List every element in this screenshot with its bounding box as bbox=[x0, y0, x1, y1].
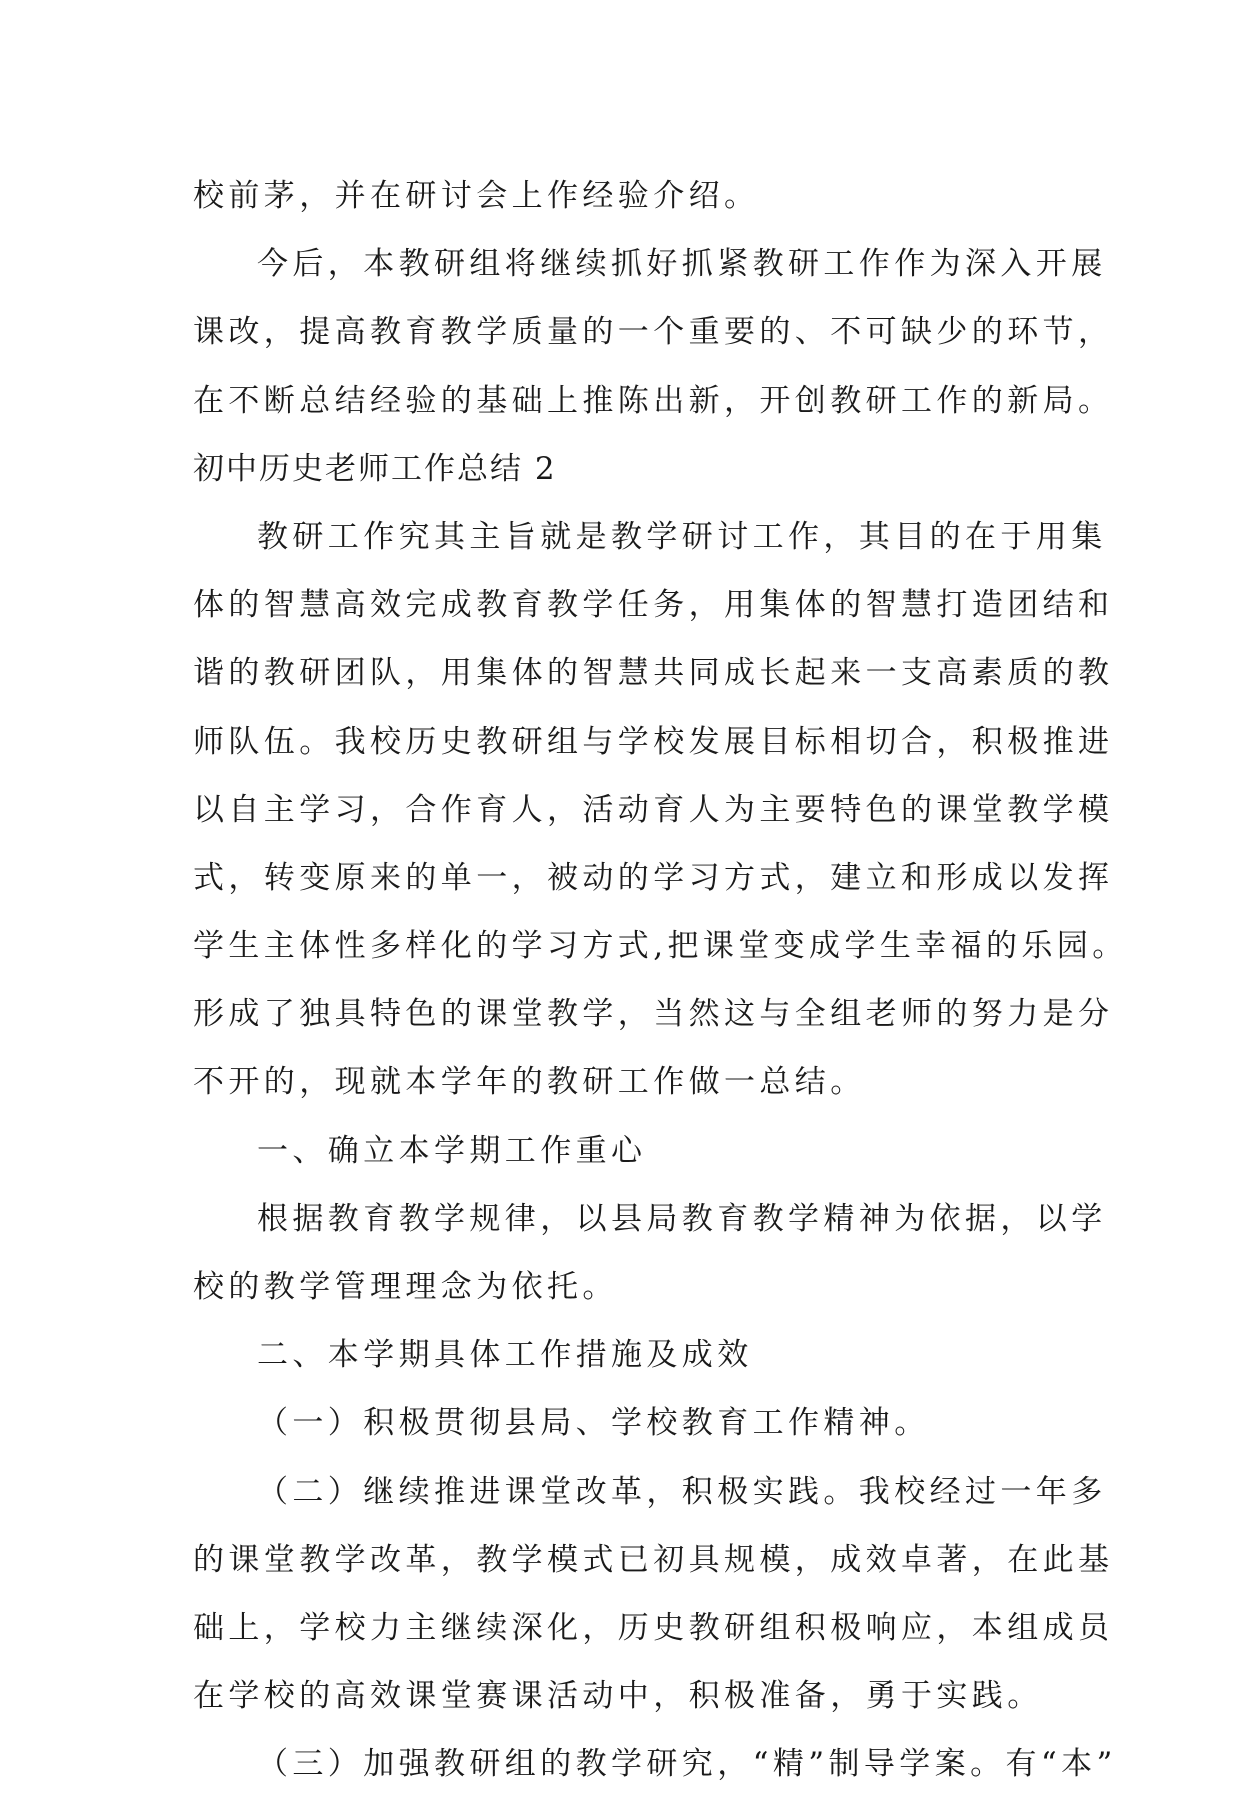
text-line: 学生主体性多样化的学习方式,把课堂变成学生幸福的乐园。 bbox=[193, 928, 1128, 965]
text-line: （二）继续推进课堂改革，积极实践。我校经过一年多 bbox=[257, 1473, 1107, 1510]
subheading-line: 一、确立本学期工作重心 bbox=[257, 1132, 647, 1169]
text-line: 今后，本教研组将继续抓好抓紧教研工作作为深入开展 bbox=[257, 246, 1107, 283]
text-line: 谐的教研团队，用集体的智慧共同成长起来一支高素质的教 bbox=[193, 655, 1114, 692]
text-line: 的课堂教学改革，教学模式已初具规模，成效卓著，在此基 bbox=[193, 1541, 1114, 1578]
text-line: 础上，学校力主继续深化，历史教研组积极响应，本组成员 bbox=[193, 1609, 1114, 1646]
text-line: （一）积极贯彻县局、学校教育工作精神。 bbox=[257, 1405, 930, 1442]
text-line: 式，转变原来的单一，被动的学习方式，建立和形成以发挥 bbox=[193, 859, 1114, 896]
text-line: 校前茅，并在研讨会上作经验介绍。 bbox=[193, 178, 760, 214]
text-line: 校的教学管理理念为依托。 bbox=[193, 1269, 618, 1305]
text-line: 师队伍。我校历史教研组与学校发展目标相切合，积极推进 bbox=[193, 723, 1114, 760]
text-line: 在学校的高效课堂赛课活动中，积极准备，勇于实践。 bbox=[193, 1678, 1043, 1715]
text-line: 体的智慧高效完成教育教学任务，用集体的智慧打造团结和 bbox=[193, 587, 1114, 624]
text-line: 根据教育教学规律，以县局教育教学精神为依据，以学 bbox=[257, 1200, 1107, 1237]
subheading-line: 二、本学期具体工作措施及成效 bbox=[257, 1337, 753, 1374]
text-line: 课改，提高教育教学质量的一个重要的、不可缺少的环节， bbox=[193, 314, 1114, 351]
text-line: 以自主学习，合作育人，活动育人为主要特色的课堂教学模 bbox=[193, 791, 1114, 828]
text-line: 教研工作究其主旨就是教学研讨工作，其目的在于用集 bbox=[257, 518, 1107, 555]
text-line: 形成了独具特色的课堂教学，当然这与全组老师的努力是分 bbox=[193, 996, 1114, 1033]
section-heading: 初中历史老师工作总结 2 bbox=[193, 450, 557, 487]
body-text bbox=[193, 162, 1128, 1799]
text-line: 不开的，现就本学年的教研工作做一总结。 bbox=[193, 1064, 866, 1101]
text-line: （三）加强教研组的教学研究，“精”制导学案。有“本” bbox=[257, 1746, 1117, 1783]
text-line: 在不断总结经验的基础上推陈出新，开创教研工作的新局。 bbox=[193, 382, 1114, 419]
